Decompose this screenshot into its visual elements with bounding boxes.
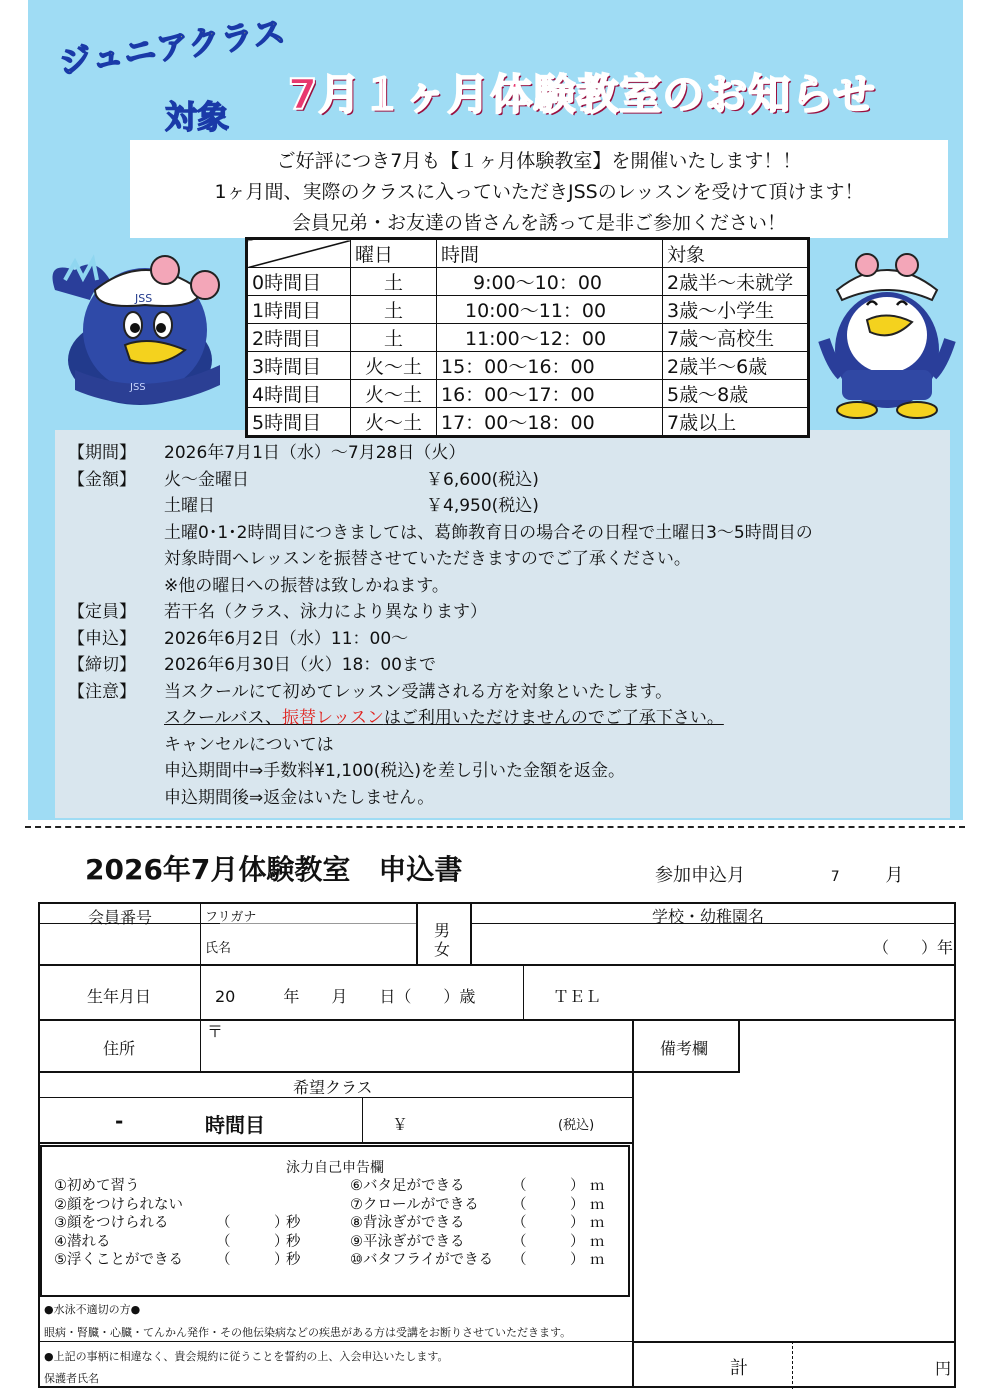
schedule-day: 土 <box>351 296 437 324</box>
fee-label: 【金額】 <box>68 469 136 490</box>
table-row <box>247 324 809 352</box>
fee-weekday-value: ￥6,600(税込) <box>426 469 539 490</box>
schedule-period: 1時間目 <box>247 296 351 324</box>
schedule-time: 15：00～16：00 <box>437 352 663 380</box>
list-item: ①初めて習う <box>54 1178 140 1194</box>
caution-line-1: 当スクールにて初めてレッスン受講される方を対象といたします。 <box>164 681 673 702</box>
class-period-label: 時間目 <box>205 1113 265 1137</box>
capacity-label: 【定員】 <box>68 602 136 622</box>
schedule-period: 3時間目 <box>247 352 351 380</box>
table-row <box>247 268 809 296</box>
svg-text:JSS: JSS <box>130 382 146 393</box>
fee-saturday-label: 土曜日 <box>164 496 215 516</box>
intro-box <box>130 140 948 238</box>
unfit-title: ●水泳不適切の方● <box>44 1303 141 1316</box>
class-dash: - <box>115 1109 124 1133</box>
schedule-target: 2歳半～6歳 <box>663 352 809 380</box>
list-item: ⑦クロールができる （ ） ｍ <box>350 1196 605 1213</box>
fee-note-1: 土曜0･1･2時間目につきましては、葛飾教育日の場合その日程で土曜日3～5時間目の <box>164 522 813 543</box>
title-target: 対象 <box>165 98 230 136</box>
class-header: 希望クラス <box>293 1078 373 1097</box>
list-item: ⑧背泳ぎができる （ ） ｍ <box>350 1215 605 1231</box>
schedule-time: 17：00～18：00 <box>437 408 663 437</box>
schedule-time: 9:00～10：00 <box>437 268 663 296</box>
name-label: 氏名 <box>205 941 232 956</box>
schedule-target: 7歳～高校生 <box>663 324 809 352</box>
schedule-target: 3歳～小学生 <box>663 296 809 324</box>
cut-line <box>25 826 965 828</box>
table-row <box>247 296 809 324</box>
month-unit: 月 <box>885 865 904 886</box>
caution-label: 【注意】 <box>68 681 136 702</box>
tax-label: (税込) <box>558 1118 595 1133</box>
schedule-day: 火～土 <box>351 380 437 408</box>
deadline-value: 2026年6月30日（火）18：00まで <box>164 655 436 675</box>
caution-line-5: 申込期間後⇒返金はいたしません。 <box>164 787 435 808</box>
grade-label: （ ）年 <box>873 938 954 957</box>
mascot-left-icon <box>35 250 245 420</box>
schedule-day: 火～土 <box>351 408 437 437</box>
birth-label: 生年月日 <box>87 987 152 1006</box>
fee-weekday-label: 火～金曜日 <box>164 469 249 490</box>
list-item: ②顔をつけられない <box>54 1196 183 1213</box>
schedule-period: 0時間目 <box>247 268 351 296</box>
schedule-day: 火～土 <box>351 352 437 380</box>
schedule-period: 4時間目 <box>247 380 351 408</box>
swim-left-list <box>54 1177 301 1270</box>
title-junior-class: ジュニアクラス <box>56 12 289 82</box>
capacity-value: 若干名（クラス、泳力により異なります） <box>164 602 487 622</box>
schedule-day: 土 <box>351 324 437 352</box>
list-item: ⑩バタフライができる （ ） ｍ <box>350 1252 605 1268</box>
schedule-header-day: 曜日 <box>351 239 437 268</box>
intro-line-2: 1ヶ月間、実際のクラスに入っていただきJSSのレッスンを受けて頂けます！ <box>214 181 864 203</box>
month-label: 参加申込月 <box>655 865 745 886</box>
application-month <box>655 861 903 887</box>
month-value: 7 <box>830 869 840 885</box>
page-title: 7月１ヶ月体験教室のお知らせ <box>288 70 876 119</box>
fee-saturday-value: ￥4,950(税込) <box>426 496 539 516</box>
gender-female: 女 <box>434 940 451 959</box>
schedule-time: 16：00～17：00 <box>437 380 663 408</box>
total-label: 計 <box>730 1358 748 1379</box>
schedule-target: 7歳以上 <box>663 408 809 437</box>
list-item: ⑥バタ足ができる （ ） ｍ <box>350 1178 605 1194</box>
schedule-header-row <box>247 239 809 268</box>
schedule-header-target: 対象 <box>663 239 809 268</box>
svg-text:JSS: JSS <box>135 292 153 305</box>
list-item: ③顔をつけられる （ ）秒 <box>54 1215 301 1231</box>
caution-line-2: スクールバス、振替レッスンはご利用いただけませんのでご了承下さい。 <box>164 708 724 728</box>
yen-label: ￥ <box>392 1115 409 1134</box>
gender-male: 男 <box>434 921 451 940</box>
list-item: ④潜れる （ ）秒 <box>54 1233 301 1250</box>
schedule-time: 10:00～11：00 <box>437 296 663 324</box>
postal-mark: 〒 <box>207 1022 224 1041</box>
schedule-table <box>245 237 810 438</box>
transfer-lesson-highlight: 振替レッスン <box>281 708 384 728</box>
schedule-corner-cell <box>247 239 351 268</box>
form-title: 2026年7月体験教室 申込書 <box>85 853 463 886</box>
birth-value: 20 年 月 日（ ）歳 <box>215 987 476 1006</box>
caution-line-4: 申込期間中⇒手数料¥1,100(税込)を差し引いた金額を返金。 <box>164 761 625 781</box>
schedule-target: 2歳半～未就学 <box>663 268 809 296</box>
apply-value: 2026年6月2日（水）11：00～ <box>164 628 409 649</box>
period-label: 【期間】 <box>68 443 136 463</box>
member-number-label: 会員番号 <box>88 908 153 927</box>
swim-self-report <box>40 1145 630 1297</box>
address-label: 住所 <box>103 1039 136 1058</box>
list-item: ⑨平泳ぎができる （ ） ｍ <box>350 1233 605 1250</box>
schedule-day: 土 <box>351 268 437 296</box>
remarks-label: 備考欄 <box>660 1039 709 1058</box>
intro-line-1: ご好評につき7月も【１ヶ月体験教室】を開催いたします！！ <box>276 150 802 172</box>
furigana-label: フリガナ <box>205 910 257 925</box>
caution-line-3: キャンセルについては <box>164 734 334 755</box>
total-unit: 円 <box>935 1359 952 1378</box>
swim-right-list <box>350 1177 605 1270</box>
pledge-note: ●上記の事柄に相違なく、貴会規約に従うことを誓約の上、入会申込いたします。 <box>44 1350 449 1363</box>
unfit-body: 眼病・腎臓・心臓・てんかん発作・その他伝染病などの疾患がある方は受講をお断りさせていただきます。 <box>44 1326 572 1339</box>
swim-title: 泳力自己申告欄 <box>286 1160 384 1176</box>
table-row <box>247 352 809 380</box>
guardian-label: 保護者氏名 <box>44 1372 99 1385</box>
tel-label: ＴＥＬ <box>553 987 602 1006</box>
period-value: 2026年7月1日（水）～7月28日（火） <box>164 443 466 463</box>
fee-note-3: ※他の曜日への振替は致しかねます。 <box>164 575 449 596</box>
fee-note-2: 対象時間へレッスンを振替させていただきますのでご了承ください。 <box>164 549 691 569</box>
schedule-period: 2時間目 <box>247 324 351 352</box>
list-item: ⑤浮くことができる （ ）秒 <box>54 1252 301 1268</box>
info-section <box>68 440 813 811</box>
table-row <box>247 408 809 437</box>
mascot-right-icon <box>812 250 962 422</box>
apply-label: 【申込】 <box>68 628 136 649</box>
schedule-time: 11:00～12：00 <box>437 324 663 352</box>
deadline-label: 【締切】 <box>68 655 136 675</box>
schedule-target: 5歳～8歳 <box>663 380 809 408</box>
schedule-header-time: 時間 <box>437 239 663 268</box>
school-label: 学校・幼稚園名 <box>652 907 765 926</box>
schedule-period: 5時間目 <box>247 408 351 437</box>
table-row <box>247 380 809 408</box>
intro-line-3: 会員兄弟・お友達の皆さんを誘って是非ご参加ください！ <box>291 212 786 234</box>
